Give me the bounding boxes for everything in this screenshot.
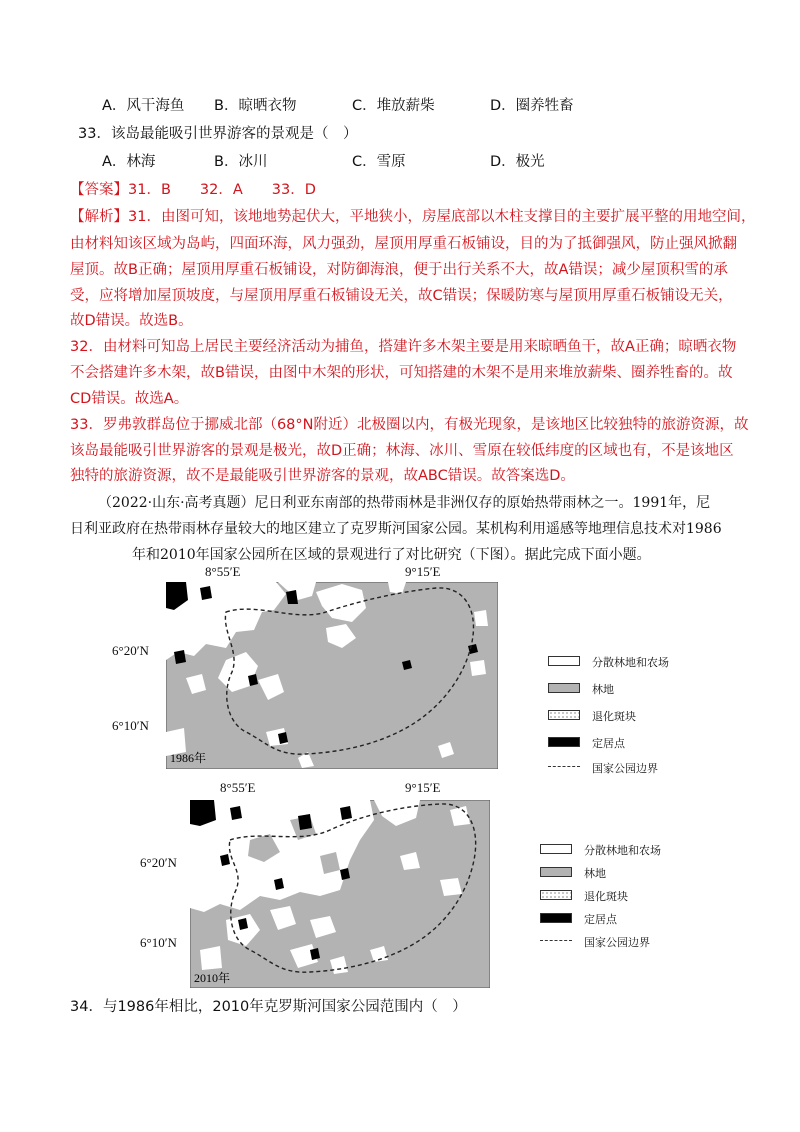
analysis-line: 不会搭建许多木架，故B错误，由图中木架的形状，可知搭建的木架不是用来堆放薪柴、圈养牲畜的。故 xyxy=(70,365,733,381)
q33-option-d: D．极光 xyxy=(490,154,545,170)
analysis-line: 32．由材料可知岛上居民主要经济活动为捕鱼，搭建许多木架主要是用来晾晒鱼干，故A正确；晾晒衣物 xyxy=(70,339,737,355)
q33-option-c: C．雪原 xyxy=(352,154,406,170)
lon-label: 9°15′E xyxy=(405,780,441,795)
legend-swatch-forest xyxy=(548,683,580,693)
analysis-line: 故D错误。故选B。 xyxy=(70,313,193,329)
legend-swatch-degraded xyxy=(548,710,580,720)
legend-label: 国家公园边界 xyxy=(592,762,658,775)
legend-swatch-settlement xyxy=(540,913,572,923)
analysis-line: 屋顶。故B正确；屋顶用厚重石板铺设，对防御海浪，便于出行关系不大，故A错误；减少屋顶积雪的承 xyxy=(70,262,728,278)
analysis-line: 【解析】31．由图可知，该地地势起伏大，平地狭小，房屋底部以木柱支撑目的主要扩展平整的用地空间， xyxy=(70,209,756,225)
legend-1986 xyxy=(548,656,708,786)
legend-label: 退化斑块 xyxy=(584,890,628,903)
intro-line: 日利亚政府在热带雨林存量较大的地区建立了克罗斯河国家公园。某机构利用遥感等地理信息技术对1986 xyxy=(70,521,722,537)
legend-label: 定居点 xyxy=(592,737,625,750)
legend-2010 xyxy=(540,844,700,954)
lat-label: 6°20′N xyxy=(112,643,149,658)
legend-label: 林地 xyxy=(584,867,606,880)
legend-label: 定居点 xyxy=(584,913,617,926)
q32-option-d: D．圈养牲畜 xyxy=(490,98,574,114)
q33-option-b: B．冰川 xyxy=(214,154,268,170)
legend-label: 分散林地和农场 xyxy=(584,844,661,857)
legend-swatch-open xyxy=(540,844,572,854)
q33-stem: 33．该岛最能吸引世界游客的景观是（ ） xyxy=(78,126,358,142)
landscape-map-2010 xyxy=(190,800,490,988)
map-year-label: 1986年 xyxy=(170,751,207,765)
intro-line: （2022·山东·高考真题）尼日利亚东南部的热带雨林是非洲仅存的原始热带雨林之一。1991年，尼 xyxy=(98,495,711,511)
lon-label: 8°55′E xyxy=(220,780,256,795)
lat-label: 6°20′N xyxy=(140,855,177,870)
legend-swatch-degraded xyxy=(540,890,572,900)
legend-swatch-settlement xyxy=(548,737,580,747)
lat-label: 6°10′N xyxy=(140,935,177,950)
analysis-line: 独特的旅游资源，故不是最能吸引世界游客的景观，故ABC错误。故答案选D。 xyxy=(70,468,575,484)
legend-swatch-forest xyxy=(540,867,572,877)
analysis-line: CD错误。故选A。 xyxy=(70,391,189,407)
lon-label: 9°15′E xyxy=(405,564,441,579)
q32-option-a: A．风干海鱼 xyxy=(102,98,185,114)
q34-stem: 34．与1986年相比，2010年克罗斯河国家公园范围内（ ） xyxy=(70,999,467,1015)
legend-label: 退化斑块 xyxy=(592,710,636,723)
analysis-line: 受，应将增加屋顶坡度，与屋顶用厚重石板铺设无关，故C错误；保暖防寒与屋顶用厚重石板铺设无关， xyxy=(70,288,733,304)
answer-line: 【答案】31．B 32．A 33．D xyxy=(70,182,316,198)
q32-option-c: C．堆放薪柴 xyxy=(352,98,435,114)
map-year-label: 2010年 xyxy=(194,971,231,985)
landscape-map-1986 xyxy=(166,582,498,769)
analysis-line: 该岛最能吸引世界游客的景观是极光，故D正确；林海、冰川、雪原在较低纬度的区域也有，不是该地区 xyxy=(70,443,734,459)
lon-label: 8°55′E xyxy=(205,564,241,579)
q33-option-a: A．林海 xyxy=(102,154,156,170)
intro-line: 年和2010年国家公园所在区域的景观进行了对比研究（下图）。据此完成下面小题。 xyxy=(132,547,651,563)
legend-swatch-boundary xyxy=(548,766,580,767)
analysis-line: 由材料知该区域为岛屿，四面环海，风力强劲，屋顶用厚重石板铺设，目的为了抵御强风，防止强风掀翻 xyxy=(70,236,737,252)
legend-label: 林地 xyxy=(592,683,614,696)
legend-label: 分散林地和农场 xyxy=(592,656,669,669)
lat-label: 6°10′N xyxy=(112,718,149,733)
analysis-line: 33．罗弗敦群岛位于挪威北部（68°N附近）北极圈以内，有极光现象，是该地区比较独特的旅游资源，故 xyxy=(70,417,749,433)
legend-swatch-open xyxy=(548,656,580,666)
q32-option-b: B．晾晒衣物 xyxy=(214,98,297,114)
legend-swatch-boundary xyxy=(540,940,572,941)
legend-label: 国家公园边界 xyxy=(584,936,650,949)
